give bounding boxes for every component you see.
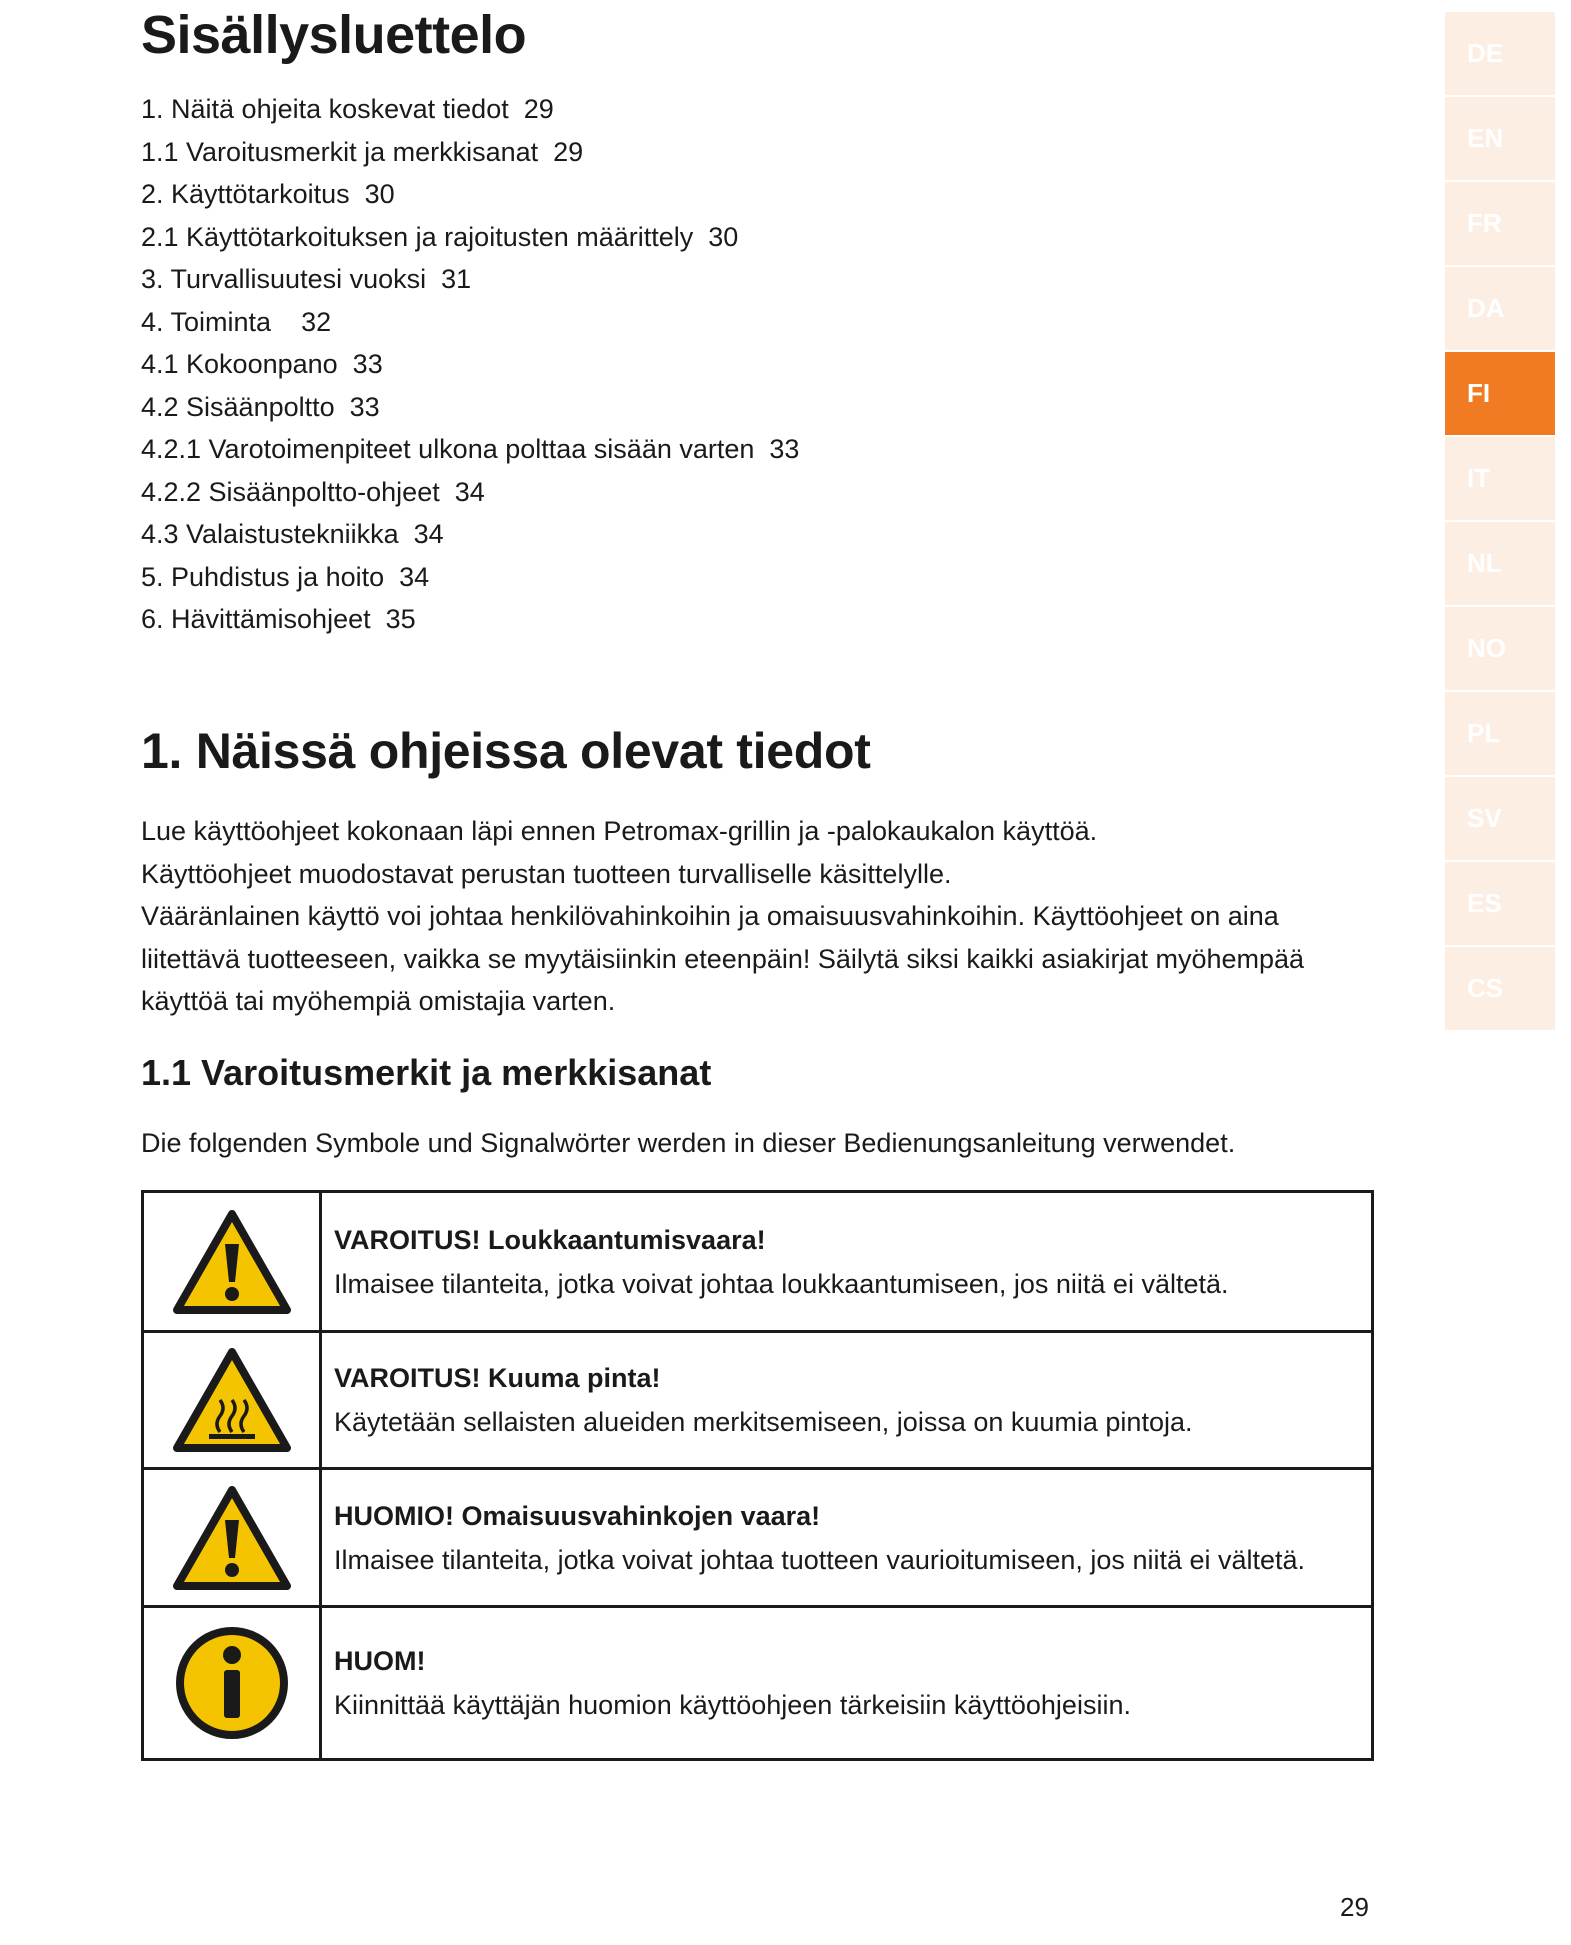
signal-description: Ilmaisee tilanteita, jotka voivat johtaa loukkaantumiseen, jos niitä ei vältetä. bbox=[334, 1268, 1229, 1299]
toc-item: 4.2 Sisäänpoltto 33 bbox=[141, 391, 380, 422]
language-tab[interactable]: CS bbox=[1445, 947, 1555, 1030]
table-row bbox=[143, 1192, 1373, 1332]
toc-item: 4. Toiminta 32 bbox=[141, 306, 332, 337]
language-tabs bbox=[1445, 12, 1555, 1032]
warning-icon bbox=[173, 1210, 291, 1314]
signal-word: HUOM! bbox=[334, 1646, 426, 1676]
language-tab[interactable]: ES bbox=[1445, 862, 1555, 945]
language-tab[interactable]: DE bbox=[1445, 12, 1555, 95]
section-heading: 1. Näissä ohjeissa olevat tiedot bbox=[141, 723, 871, 779]
language-tab[interactable]: FR bbox=[1445, 182, 1555, 265]
table-of-contents bbox=[141, 88, 799, 641]
intro-paragraph bbox=[141, 810, 1391, 1023]
language-tab[interactable]: NO bbox=[1445, 607, 1555, 690]
toc-item: 6. Hävittämisohjeet 35 bbox=[141, 604, 416, 634]
subsection-intro: Die folgenden Symbole und Signalwörter werden in dieser Bedienungsanleitung verwendet. bbox=[141, 1128, 1236, 1158]
warning-icon bbox=[173, 1486, 291, 1590]
signal-word: HUOMIO! Omaisuusvahinkojen vaara! bbox=[334, 1500, 821, 1531]
table-row bbox=[143, 1469, 1373, 1607]
toc-item: 4.2.1 Varotoimenpiteet ulkona polttaa sisään varten 33 bbox=[141, 434, 800, 464]
signal-description: Käytetään sellaisten alueiden merkitsemiseen, joissa on kuumia pintoja. bbox=[334, 1407, 1193, 1437]
toc-item: 3. Turvallisuutesi vuoksi 31 bbox=[141, 264, 472, 294]
table-row bbox=[143, 1607, 1373, 1760]
language-tab[interactable]: SV bbox=[1445, 777, 1555, 860]
language-tab[interactable]: PL bbox=[1445, 692, 1555, 775]
signal-words-table bbox=[141, 1190, 1374, 1761]
intro-line: käyttöä tai myöhempiä omistajia varten. bbox=[141, 986, 616, 1016]
toc-item: 4.3 Valaistustekniikka 34 bbox=[141, 519, 444, 549]
language-tab[interactable]: DA bbox=[1445, 267, 1555, 350]
language-tab-active[interactable]: FI bbox=[1445, 352, 1555, 435]
signal-word: VAROITUS! Loukkaantumisvaara! bbox=[334, 1224, 766, 1255]
toc-title: Sisällysluettelo bbox=[141, 5, 527, 65]
toc-item: 2. Käyttötarkoitus 30 bbox=[141, 179, 395, 209]
intro-line: Käyttöohjeet muodostavat perustan tuotteen turvalliselle käsittelylle. bbox=[141, 858, 952, 889]
language-tab[interactable]: IT bbox=[1445, 437, 1555, 520]
table-row bbox=[143, 1332, 1373, 1469]
toc-item: 2.1 Käyttötarkoituksen ja rajoitusten määrittely 30 bbox=[141, 221, 739, 252]
signal-description: Kiinnittää käyttäjän huomion käyttöohjeen tärkeisiin käyttöohjeisiin. bbox=[334, 1690, 1131, 1720]
toc-item: 1. Näitä ohjeita koskevat tiedot 29 bbox=[141, 94, 554, 124]
toc-item: 4.1 Kokoonpano 33 bbox=[141, 349, 383, 379]
toc-item: 5. Puhdistus ja hoito 34 bbox=[141, 561, 430, 592]
language-tab[interactable]: EN bbox=[1445, 97, 1555, 180]
language-tab[interactable]: NL bbox=[1445, 522, 1555, 605]
subsection-heading: 1.1 Varoitusmerkit ja merkkisanat bbox=[141, 1052, 712, 1093]
page-number: 29 bbox=[1340, 1892, 1369, 1922]
intro-line: Vääränlainen käyttö voi johtaa henkilövahinkoihin ja omaisuusvahinkoihin. Käyttöohjeet on aina bbox=[141, 901, 1279, 931]
intro-line: Lue käyttöohjeet kokonaan läpi ennen Petromax-grillin ja -palokaukalon käyttöä. bbox=[141, 816, 1098, 846]
toc-item: 1.1 Varoitusmerkit ja merkkisanat 29 bbox=[141, 136, 584, 167]
signal-word: VAROITUS! Kuuma pinta! bbox=[334, 1363, 661, 1393]
signal-description: Ilmaisee tilanteita, jotka voivat johtaa tuotteen vaurioitumiseen, jos niitä ei vältetä. bbox=[334, 1544, 1306, 1575]
hot-surface-icon bbox=[173, 1348, 291, 1452]
intro-line: liitettävä tuotteeseen, vaikka se myytäisiinkin eteenpäin! Säilytä siksi kaikki asiakirjat myöhempää bbox=[141, 943, 1305, 974]
info-icon bbox=[174, 1625, 290, 1741]
toc-item: 4.2.2 Sisäänpoltto-ohjeet 34 bbox=[141, 476, 485, 507]
